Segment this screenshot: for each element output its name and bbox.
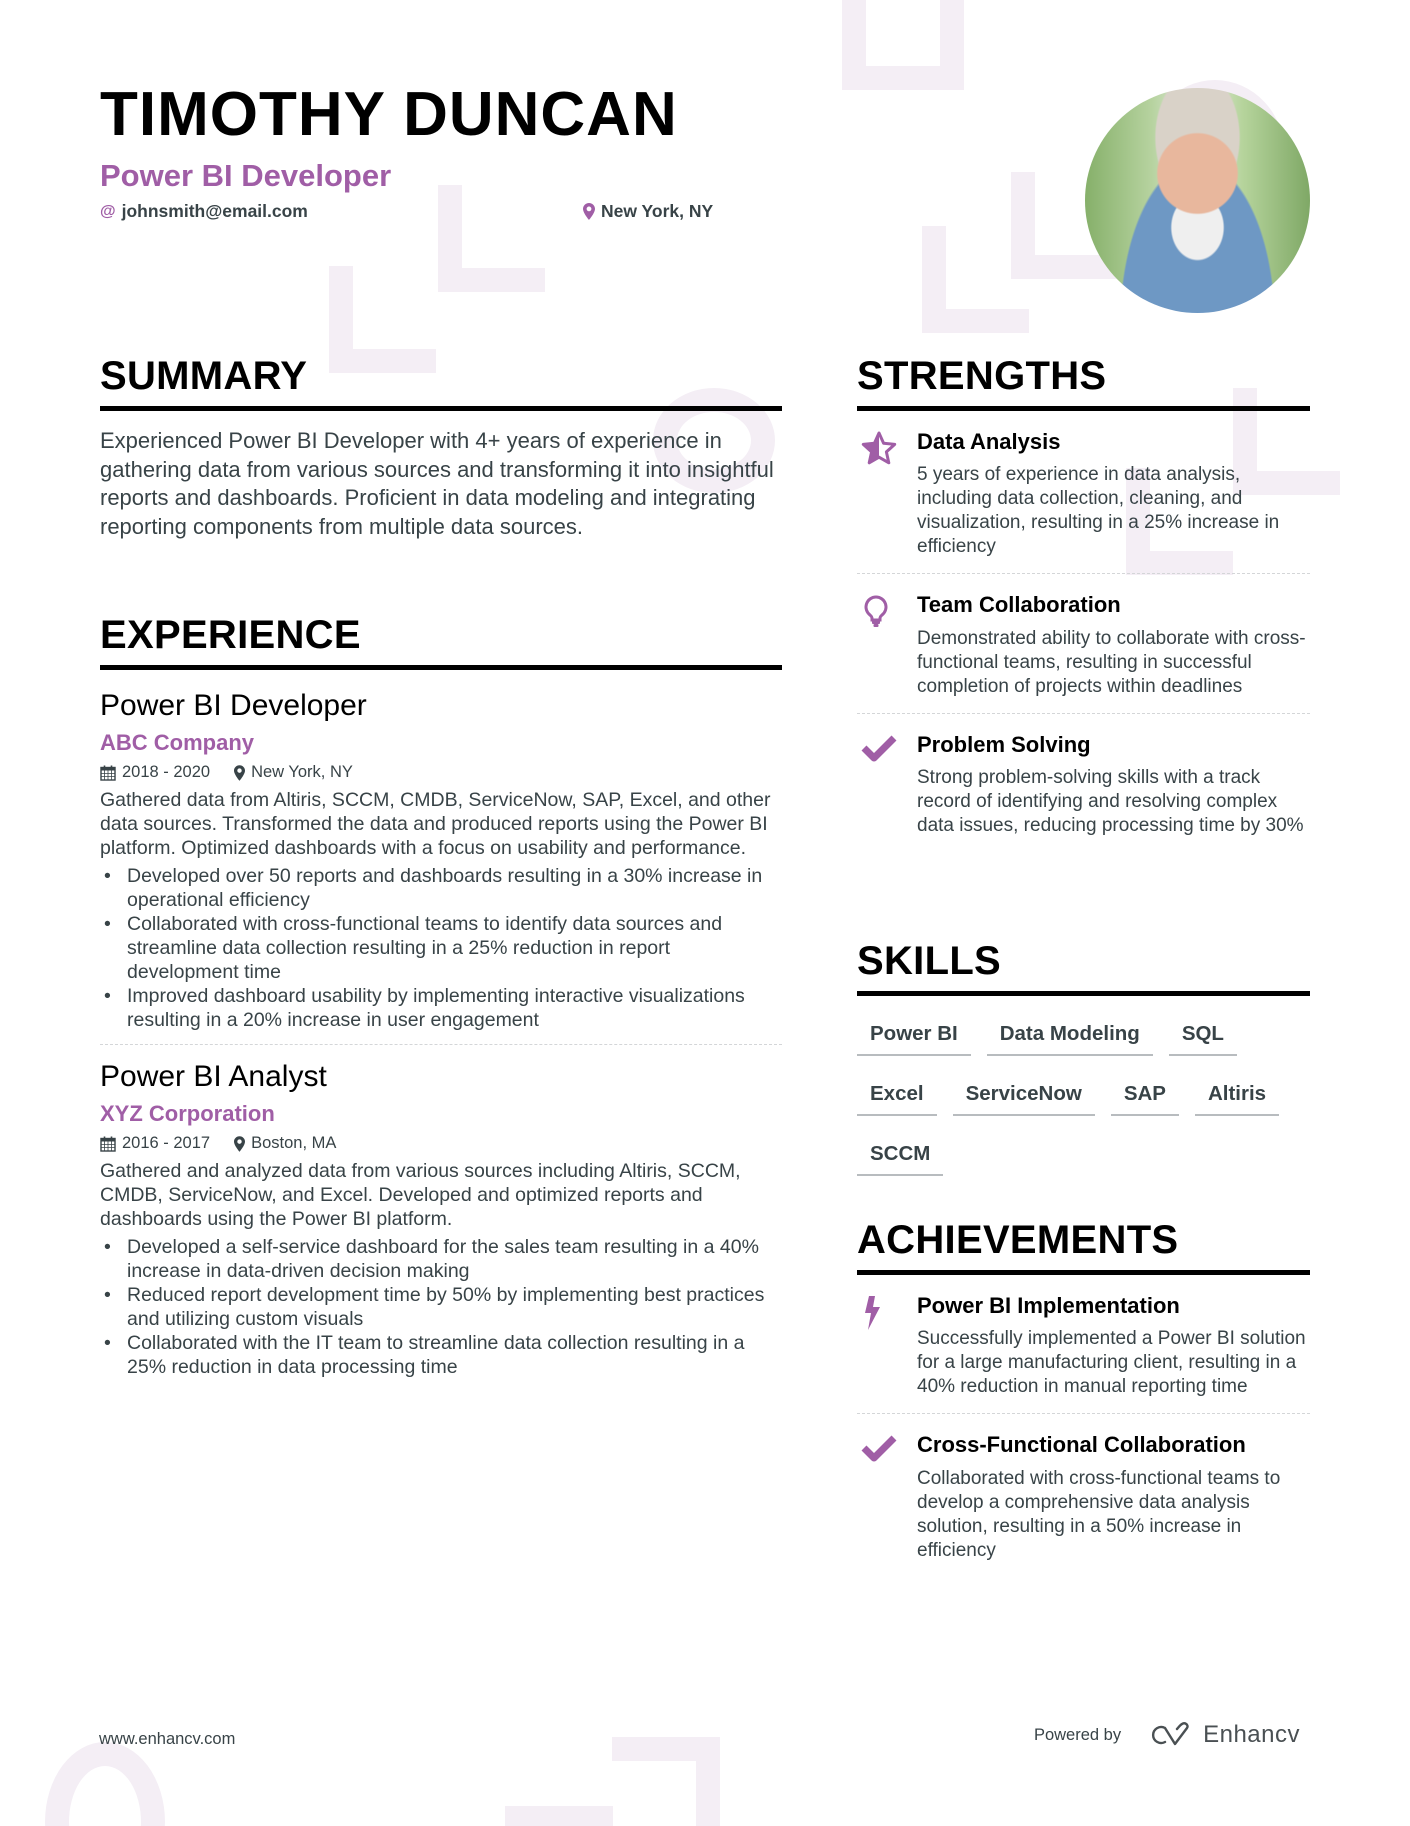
powered-by-text: Powered by: [1033, 1725, 1122, 1744]
experience-heading: EXPERIENCE: [100, 615, 782, 670]
lightning-icon: [857, 1293, 917, 1399]
calendar-icon: [100, 1136, 116, 1152]
job-bullets: [100, 864, 782, 1032]
contact-location: [583, 201, 713, 222]
skill-tag: SQL: [1169, 1014, 1237, 1056]
checkmark-icon: [857, 1432, 917, 1562]
skill-tag: Altiris: [1195, 1074, 1279, 1116]
job-bullet: • Collaborated with the IT team to streamline data collection resulting in a 25% reduction in data processing time: [100, 1331, 782, 1379]
checkmark-icon: [857, 732, 917, 838]
job-bullet: • Developed over 50 reports and dashboards resulting in a 30% increase in operational efficiency: [100, 864, 782, 912]
strength-title: Team Collaboration: [917, 592, 1121, 618]
skill-tag: SCCM: [857, 1134, 943, 1176]
strengths-heading: STRENGTHS: [857, 356, 1310, 411]
job-meta: [100, 1134, 782, 1153]
achievements-section: [857, 1220, 1310, 1577]
achievement-item: [857, 1414, 1310, 1576]
achievement-title: Cross-Functional Collaboration: [917, 1432, 1246, 1458]
at-icon: @: [100, 202, 116, 220]
lightbulb-icon: [857, 592, 917, 698]
job-dates: 2016 - 2017: [100, 1134, 210, 1153]
map-pin-icon: [583, 203, 595, 220]
summary-heading: SUMMARY: [100, 356, 782, 411]
job-bullet: • Collaborated with cross-functional teams to identify data sources and streamline data collection resulting in a 25% reduction in report development time: [100, 912, 782, 984]
footer-website-link[interactable]: www.enhancv.com: [99, 1730, 236, 1748]
achievement-description: Collaborated with cross-functional teams to develop a comprehensive data analysis solution, resulting in a 50% increase in efficiency: [917, 1467, 1281, 1561]
job-meta: [100, 763, 782, 782]
job-entry: [100, 1059, 782, 1379]
skills-section: [857, 941, 1310, 1176]
skill-tag: SAP: [1111, 1074, 1179, 1116]
job-title: Power BI Developer: [100, 689, 367, 722]
calendar-icon: [100, 765, 116, 781]
strengths-section: [857, 356, 1310, 852]
skill-tag: ServiceNow: [953, 1074, 1095, 1116]
job-bullet: • Reduced report development time by 50% by implementing best practices and utilizing custom visuals: [100, 1283, 782, 1331]
map-pin-icon: [234, 765, 245, 781]
summary-text: Experienced Power BI Developer with 4+ years of experience in gathering data from various sources and transforming it into insightful reports and dashboards. Proficient in data modeling and integrating reporting components from multiple data sources.: [100, 428, 774, 539]
job-company: XYZ Corporation: [100, 1101, 275, 1126]
job-entry: [100, 688, 782, 1045]
job-description: Gathered data from Altiris, SCCM, CMDB, ServiceNow, SAP, Excel, and other data sources. Transformed the data and produced reports using the Power BI platform. Optimized dashboards with a focus on usability and performance.: [100, 789, 771, 859]
candidate-role: Power BI Developer: [100, 158, 392, 193]
candidate-name: TIMOTHY DUNCAN: [100, 80, 678, 149]
skill-tag: Power BI: [857, 1014, 971, 1056]
strength-title: Data Analysis: [917, 429, 1061, 454]
job-title: Power BI Analyst: [100, 1060, 327, 1093]
achievements-heading: ACHIEVEMENTS: [857, 1220, 1310, 1275]
email-text: johnsmith@email.com: [121, 201, 308, 221]
summary-section: [100, 356, 782, 541]
achievement-description: Successfully implemented a Power BI solution for a large manufacturing client, resulting in a 40% reduction in manual reporting time: [917, 1328, 1306, 1398]
job-location: Boston, MA: [234, 1134, 336, 1153]
brand-name: Enhancv: [1203, 1721, 1300, 1748]
skill-tag: Data Modeling: [987, 1014, 1153, 1056]
skills-heading: SKILLS: [857, 941, 1310, 996]
map-pin-icon: [234, 1136, 245, 1152]
job-bullet: • Developed a self-service dashboard for the sales team resulting in a 40% increase in data-driven decision making: [100, 1235, 782, 1283]
contact-email[interactable]: [100, 201, 308, 222]
achievement-item: [857, 1275, 1310, 1414]
experience-section: [100, 615, 782, 1379]
strength-item: [857, 574, 1310, 713]
job-dates: 2018 - 2020: [100, 763, 210, 782]
job-company: ABC Company: [100, 730, 255, 755]
strength-item: [857, 411, 1310, 574]
job-location: New York, NY: [234, 763, 353, 782]
job-bullet: • Improved dashboard usability by implementing interactive visualizations resulting in a 20% increase in user engagement: [100, 984, 782, 1032]
skill-tag: Excel: [857, 1074, 937, 1116]
enhancv-logo[interactable]: [1147, 1721, 1300, 1749]
strength-description: Strong problem-solving skills with a track record of identifying and resolving complex data issues, reducing processing time by 30%: [917, 767, 1304, 837]
strength-item: [857, 714, 1310, 852]
location-text: New York, NY: [601, 201, 714, 221]
enhancv-logo-icon: [1147, 1722, 1193, 1748]
job-divider: [100, 1044, 782, 1045]
footer-branding: [1034, 1721, 1300, 1749]
skills-list: [857, 1014, 1310, 1176]
achievement-title: Power BI Implementation: [917, 1293, 1180, 1318]
star-icon: [857, 429, 917, 559]
strength-title: Problem Solving: [917, 731, 1091, 757]
profile-photo: [1085, 88, 1310, 313]
strength-description: 5 years of experience in data analysis, including data collection, cleaning, and visualization, resulting in a 25% increase in efficiency: [917, 464, 1280, 558]
job-bullets: [100, 1235, 782, 1379]
strength-description: Demonstrated ability to collaborate with cross-functional teams, resulting in successful completion of projects within deadlines: [917, 627, 1306, 697]
job-description: Gathered and analyzed data from various sources including Altiris, SCCM, CMDB, ServiceNow, and Excel. Developed and optimized reports and dashboards using the Power BI platform.: [100, 1160, 741, 1230]
